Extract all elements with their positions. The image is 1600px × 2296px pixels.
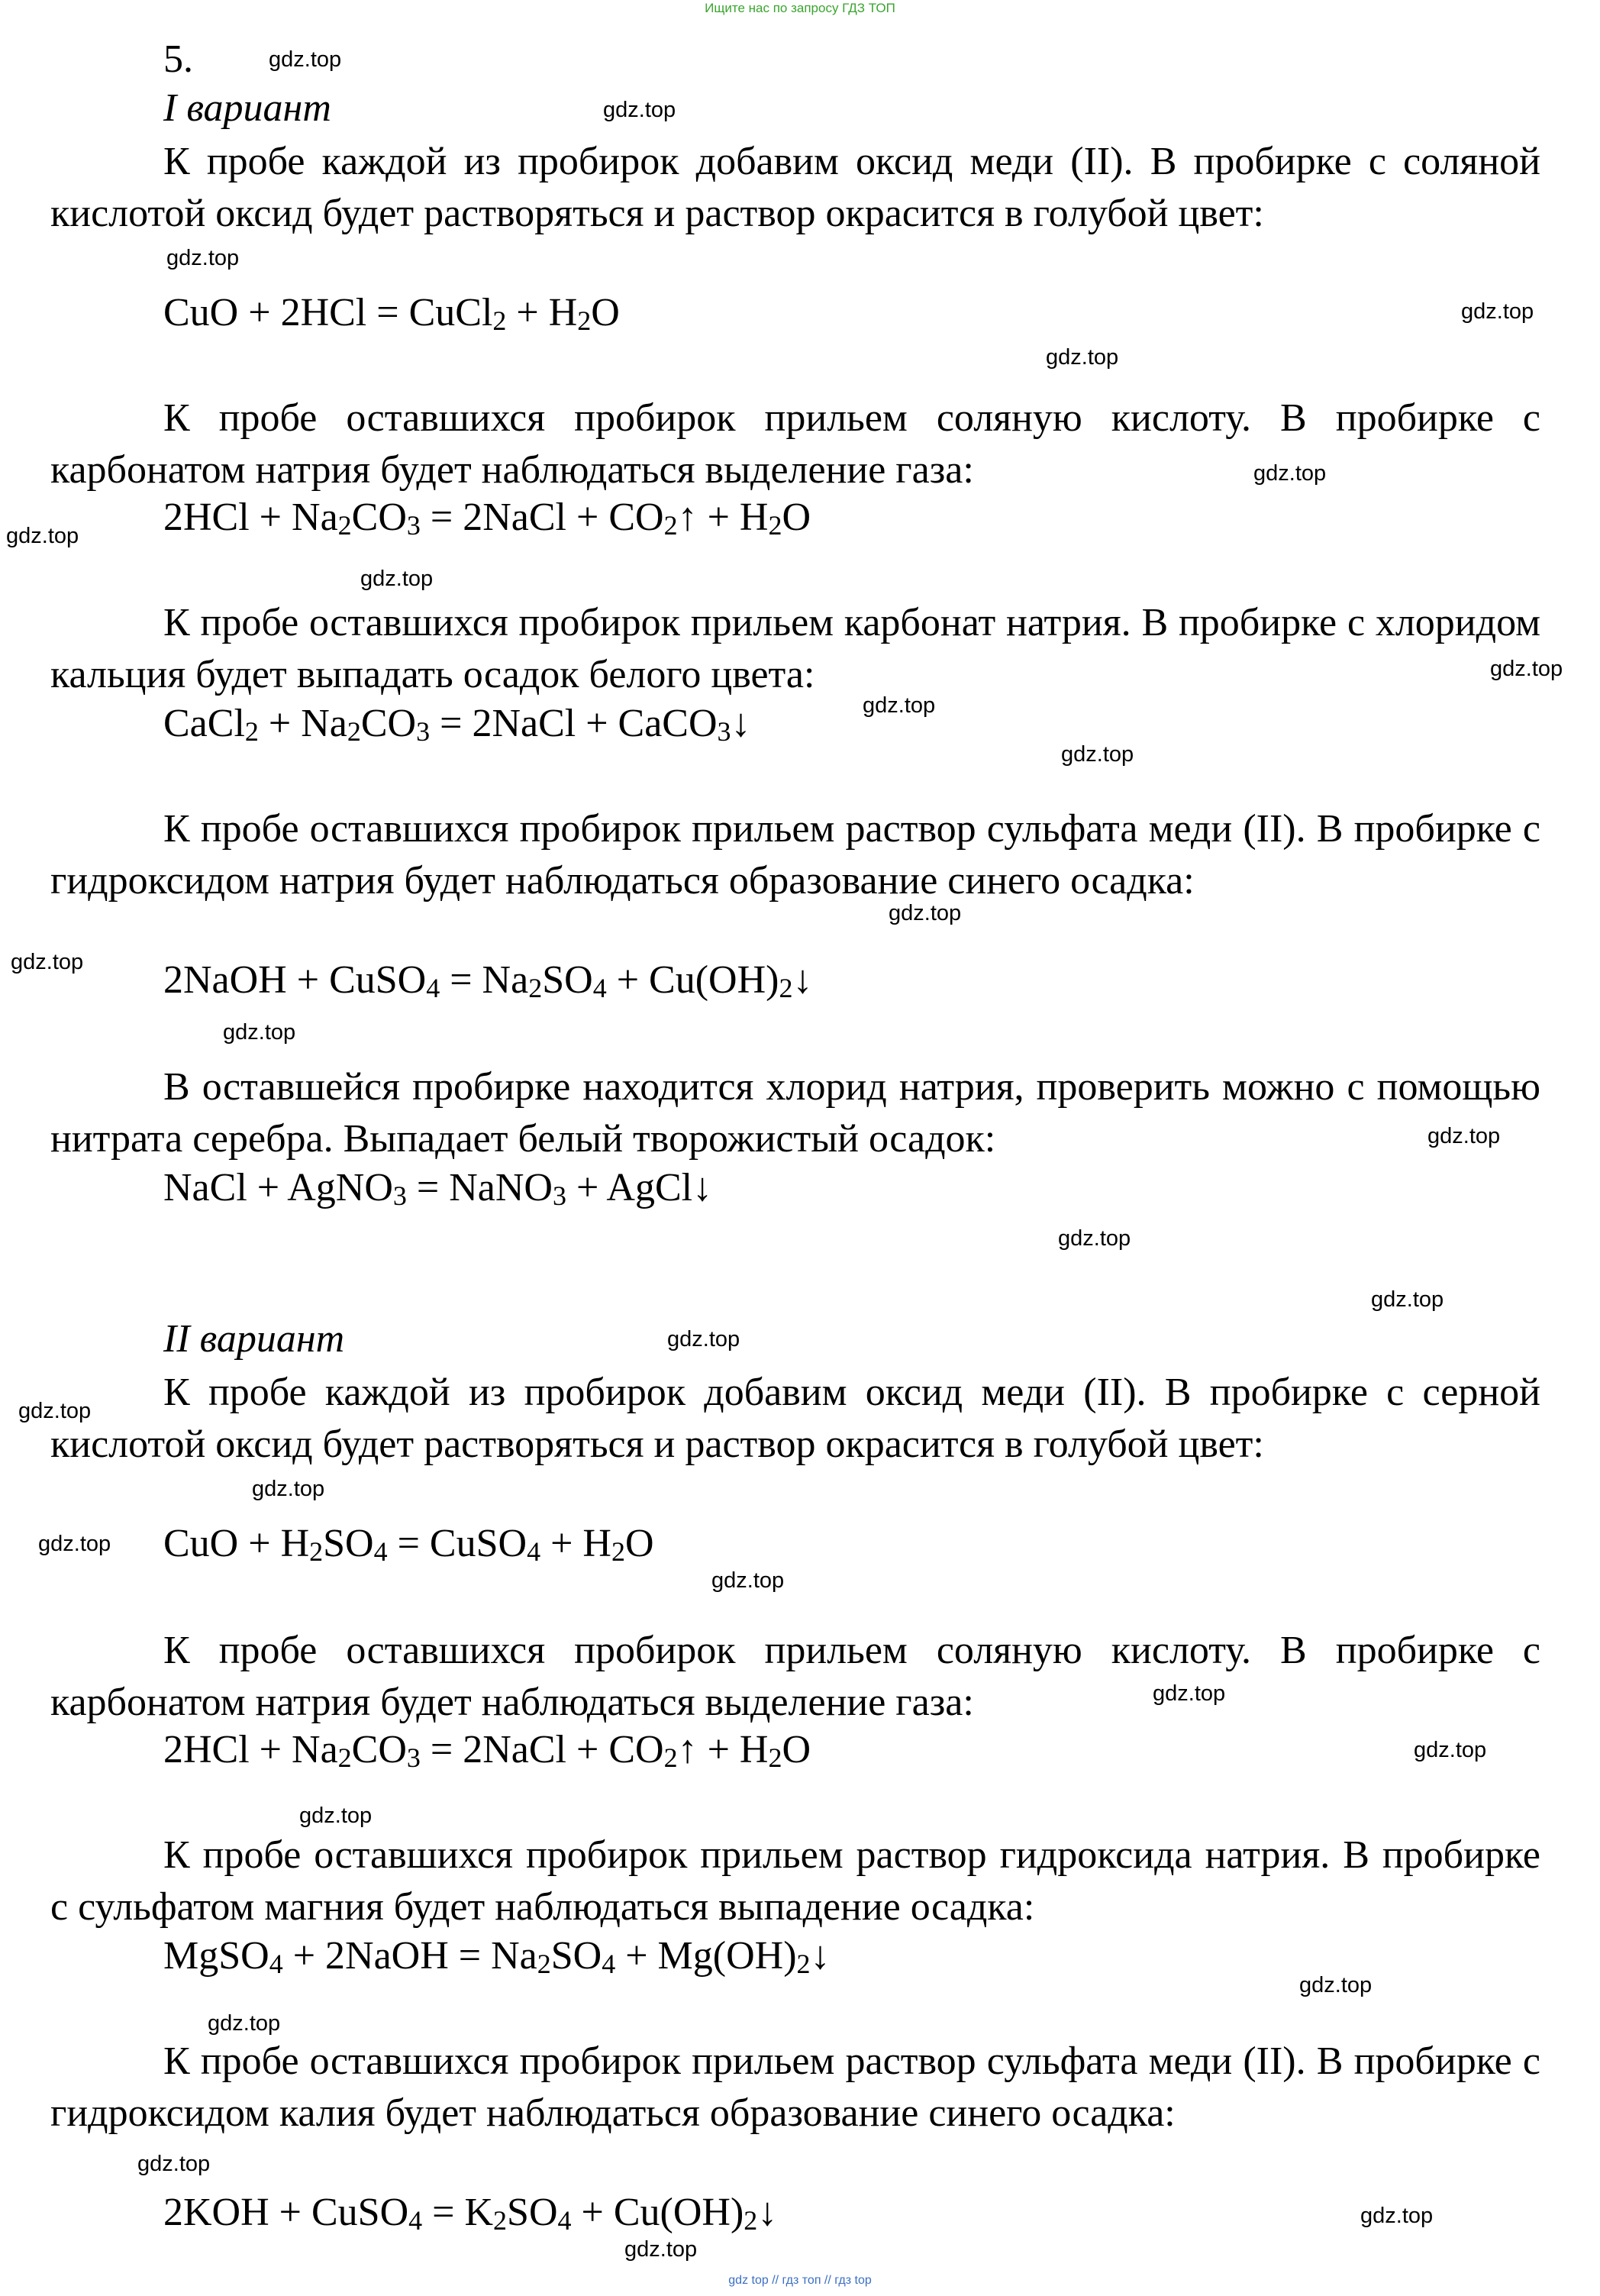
watermark: gdz.top [1046, 345, 1119, 370]
watermark: gdz.top [1360, 2204, 1434, 2228]
variant-1-equation-2: $2HCl + Na_2CO_3$ = 2NaCl + $CO_2↑ + H_2O$ [163, 496, 811, 541]
watermark: gdz.top [1061, 742, 1134, 767]
watermark: gdz.top [711, 1568, 785, 1593]
watermark: gdz.top [603, 98, 676, 122]
variant-2-equation-1: CuO + $H_2SO_4$ = CuSO$_4$ + $H_2O$ [163, 1522, 654, 1567]
footer-ad-link[interactable]: gdz top // гдз топ // гдз top [728, 2274, 872, 2287]
watermark: gdz.top [863, 693, 936, 718]
watermark: gdz.top [11, 950, 84, 974]
watermark: gdz.top [1058, 1226, 1131, 1251]
variant-1-equation-4: 2NaOH + CuSO$_4$ = $Na_2SO_4$ + $Cu(OH)_2↓$ [163, 958, 813, 1003]
variant-1-equation-3: CaCl$_2$ + $Na_2CO_3$ = 2NaCl + CaCO$_3$↓ [163, 702, 751, 747]
variant-2-paragraph-4: К пробе оставшихся пробирок прильем раствор сульфата меди (II). В пробирке с гидроксидом калия будет наблюдаться образование синего осадка: [50, 2039, 1540, 2135]
variant-1-equation-5: NaCl + AgNO$_3$ = NaNO$_3$ + AgCl↓ [163, 1166, 713, 1211]
task-number: 5. [163, 37, 193, 81]
watermark: gdz.top [1490, 657, 1563, 681]
watermark: gdz.top [889, 901, 962, 925]
watermark: gdz.top [18, 1399, 92, 1423]
watermark: gdz.top [1427, 1124, 1501, 1148]
variant-2-equation-4: 2KOH + CuSO$_4$ = $K_2SO_4$ + $Cu(OH)_2↓$ [163, 2191, 778, 2236]
watermark: gdz.top [1461, 299, 1534, 324]
variant-1-paragraph-5: В оставшейся пробирке находится хлорид натрия, проверить можно с помощью нитрата серебра. Выпадает белый творожистый осадок: [50, 1065, 1540, 1161]
watermark: gdz.top [1414, 1738, 1487, 1762]
watermark: gdz.top [299, 1804, 373, 1828]
variant-1-equation-1: CuO + 2HCl = CuCl$_2$ + $H_2O$ [163, 291, 620, 336]
watermark: gdz.top [137, 2152, 211, 2176]
watermark: gdz.top [208, 2011, 281, 2036]
variant-2-equation-2: $2HCl + Na_2CO_3$ = 2NaCl + $CO_2↑ + H_2O$ [163, 1728, 811, 1773]
variant-2-paragraph-1: К пробе каждой из пробирок добавим оксид меди (II). В пробирке с серной кислотой оксид будет растворяться и раствор окрасится в голубой цвет: [50, 1371, 1540, 1466]
variant-1-paragraph-1: К пробе каждой из пробирок добавим оксид меди (II). В пробирке с соляной кислотой оксид будет растворяться и раствор окрасится в голубой цвет: [50, 140, 1540, 235]
header-ad-link[interactable]: Ищите нас по запросу ГДЗ ТОП [705, 1, 895, 15]
watermark: gdz.top [38, 1532, 111, 1556]
variant-2-paragraph-2: К пробе оставшихся пробирок прильем соляную кислоту. В пробирке с карбонатом натрия будет наблюдаться выделение газа: [50, 1629, 1540, 1724]
watermark: gdz.top [1253, 461, 1327, 486]
variant-1-paragraph-3: К пробе оставшихся пробирок прильем карбонат натрия. В пробирке с хлоридом кальция будет выпадать осадок белого цвета: [50, 601, 1540, 696]
watermark: gdz.top [269, 47, 342, 72]
watermark: gdz.top [166, 246, 240, 270]
watermark: gdz.top [1153, 1681, 1226, 1706]
variant-2-title: II вариант [163, 1317, 345, 1361]
watermark: gdz.top [667, 1327, 740, 1351]
watermark: gdz.top [360, 567, 434, 591]
variant-1-paragraph-4: К пробе оставшихся пробирок прильем раствор сульфата меди (II). В пробирке с гидроксидом натрия будет наблюдаться образование синего осадка: [50, 807, 1540, 903]
variant-2-paragraph-3: К пробе оставшихся пробирок прильем раствор гидроксида натрия. В пробирке с сульфатом магния будет наблюдаться выпадение осадка: [50, 1833, 1540, 1929]
variant-1-title: I вариант [163, 86, 331, 130]
watermark: gdz.top [6, 524, 79, 548]
variant-2-equation-3: MgSO$_4$ + 2NaOH = $Na_2SO_4$ + $Mg(OH)_2↓$ [163, 1934, 831, 1979]
watermark: gdz.top [624, 2237, 698, 2262]
variant-1-paragraph-2: К пробе оставшихся пробирок прильем соляную кислоту. В пробирке с карбонатом натрия будет наблюдаться выделение газа: [50, 396, 1540, 492]
watermark: gdz.top [223, 1020, 296, 1045]
watermark: gdz.top [1299, 1973, 1373, 1997]
watermark: gdz.top [1371, 1287, 1444, 1312]
watermark: gdz.top [252, 1477, 325, 1501]
